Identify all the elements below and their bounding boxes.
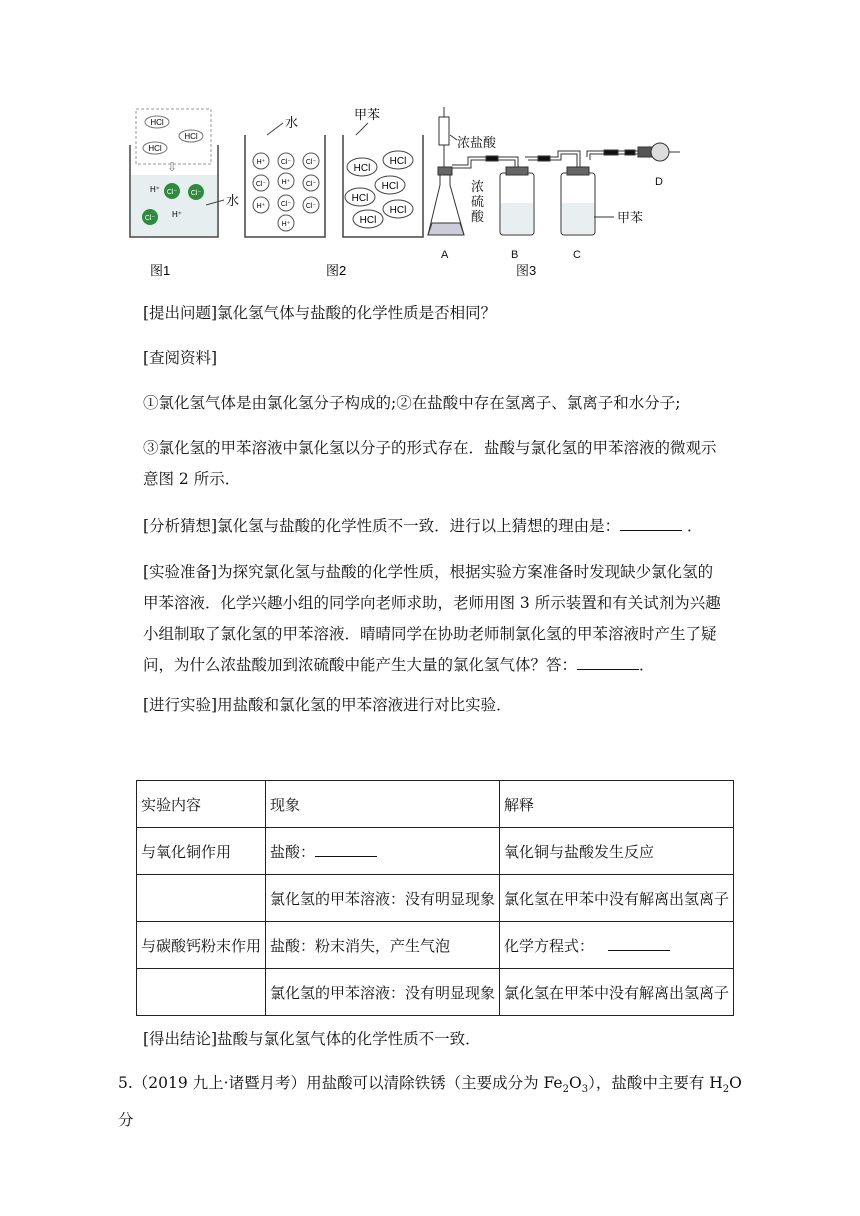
para-info-1: ①氯化氢气体是由氯化氢分子构成的;②在盐酸中存在氢离子、氯离子和水分子;: [143, 394, 681, 412]
fig2-molecule: HCl: [389, 156, 407, 167]
fig2-ion: H⁺: [281, 179, 291, 186]
fig2-molecule: HCl: [381, 181, 399, 192]
table-row: [137, 875, 734, 922]
figure-2: [245, 115, 346, 278]
figure-strip: [128, 105, 688, 290]
fig3-label-a: A: [441, 249, 449, 261]
table-header: 现象: [266, 781, 500, 828]
fig2-ion: H⁺: [281, 221, 291, 228]
fig2-caption: 图2: [326, 263, 347, 278]
fig2-label-toluene: 甲苯: [354, 107, 381, 122]
preparation-text: [实验准备]为探究氯化氢与盐酸的化学性质，根据实验方案准备时发现缺少氯化氢的甲苯溶液．化学兴趣小组的同学向老师求助，老师用图 3 所示装置和有关试剂为兴趣小组制取了氯化氢的甲苯溶液．晴晴同学在协助老师制氯化氢的甲苯溶液时产生了疑问，为什么浓盐酸加到浓硫酸中能产生大量的氯化氢气体？答：: [143, 563, 721, 674]
figure-1: [130, 109, 239, 278]
fig1-label-water: 水: [226, 193, 240, 208]
fig2-ion: Cl⁻: [305, 203, 317, 210]
table-cell: 与氧化铜作用: [137, 828, 266, 875]
para-lookup: [查阅资料]: [143, 349, 218, 367]
fig3-label-h2so4-1: 浓: [471, 179, 485, 194]
fig3-label-d: D: [655, 176, 663, 188]
fig1-ion: H⁺: [150, 185, 160, 194]
fig2-ion: Cl⁻: [305, 181, 317, 188]
fig2-molecule: HCl: [389, 205, 407, 216]
fig2-molecule: HCl: [351, 193, 369, 204]
hypothesis-text: [分析猜想]氯化氢与盐酸的化学性质不一致．进行以上猜想的理由是：: [143, 517, 621, 535]
figure-2-toluene: [343, 107, 423, 237]
table-row: [137, 969, 734, 1016]
fig3-label-b: B: [511, 249, 519, 261]
fig1-hcl: HCl: [150, 118, 164, 127]
table-row: [137, 828, 734, 875]
fig2-label-water: 水: [285, 115, 299, 130]
answer-blank[interactable]: [315, 842, 377, 857]
answer-blank[interactable]: [620, 516, 682, 531]
fig1-ion: H⁺: [172, 210, 182, 219]
preparation-end: ．: [639, 656, 655, 674]
table-header-row: [137, 781, 734, 828]
table-cell: [137, 969, 266, 1016]
svg-text:⇩: ⇩: [166, 160, 178, 174]
table-header: 实验内容: [137, 781, 266, 828]
fig2-ion: H⁺: [256, 203, 266, 210]
table-cell: 氯化氢在甲苯中没有解离出氢离子: [500, 969, 734, 1016]
para-experiment: [进行实验]用盐酸和氯化氢的甲苯溶液进行对比实验．: [143, 696, 512, 714]
para-info-2: ③氯化氢的甲苯溶液中氯化氢以分子的形式存在．盐酸与氯化氢的甲苯溶液的微观示意图 2 所示．: [143, 439, 717, 488]
para-conclusion: [得出结论]盐酸与氯化氢气体的化学性质不一致．: [143, 1030, 481, 1048]
experiment-table: [136, 780, 734, 1016]
para-hypothesis: [143, 511, 728, 542]
fig2-molecule: HCl: [353, 163, 371, 174]
para-preparation: [143, 557, 728, 681]
fig1-hcl: HCl: [148, 144, 162, 153]
fig2-ion: H⁺: [256, 159, 266, 166]
answer-blank[interactable]: [577, 655, 639, 670]
question-5: 5.（2019 九上·诸暨月考）用盐酸可以清除铁锈（主要成分为 $Fe_2O_3$），盐酸中主要有 $H_2O$ 分: [118, 1074, 742, 1130]
table-header: 解释: [500, 781, 734, 828]
fig3-label-conc-hcl: 浓盐酸: [457, 135, 497, 150]
table-cell: 化学方程式：: [500, 922, 734, 969]
fig1-caption: 图1: [150, 263, 171, 278]
table-cell: 与碳酸钙粉末作用: [137, 922, 266, 969]
answer-blank[interactable]: [608, 936, 670, 951]
fig3-label-c: C: [573, 249, 581, 261]
fig2-ion: Cl⁻: [280, 159, 292, 166]
table-row: [137, 922, 734, 969]
fig3-label-toluene: 甲苯: [617, 210, 644, 225]
fig1-hcl: HCl: [184, 132, 198, 141]
fig2-molecule: HCl: [359, 215, 377, 226]
fig2-ion: Cl⁻: [305, 159, 317, 166]
fig1-ion: Cl⁻: [166, 189, 178, 196]
hypothesis-end: ．: [687, 517, 703, 535]
fig3-label-h2so4-2: 硫: [471, 194, 485, 209]
table-cell: 氯化氢在甲苯中没有解离出氢离子: [500, 875, 734, 922]
table-cell: 盐酸：粉末消失，产生气泡: [266, 922, 500, 969]
table-cell: 氧化铜与盐酸发生反应: [500, 828, 734, 875]
table-cell: 氯化氢的甲苯溶液：没有明显现象: [266, 969, 500, 1016]
table-cell: 盐酸：: [266, 828, 500, 875]
para-question: [提出问题]氯化氢气体与盐酸的化学性质是否相同？: [143, 304, 497, 322]
table-cell: 氯化氢的甲苯溶液：没有明显现象: [266, 875, 500, 922]
fig2-ion: Cl⁻: [280, 201, 292, 208]
fig2-ion: Cl⁻: [255, 181, 267, 188]
fig1-ion: Cl⁻: [144, 215, 156, 222]
fig3-label-h2so4-3: 酸: [471, 209, 485, 224]
fig3-caption: 图3: [516, 263, 537, 278]
table-cell: [137, 875, 266, 922]
fig1-ion: Cl⁻: [190, 190, 202, 197]
